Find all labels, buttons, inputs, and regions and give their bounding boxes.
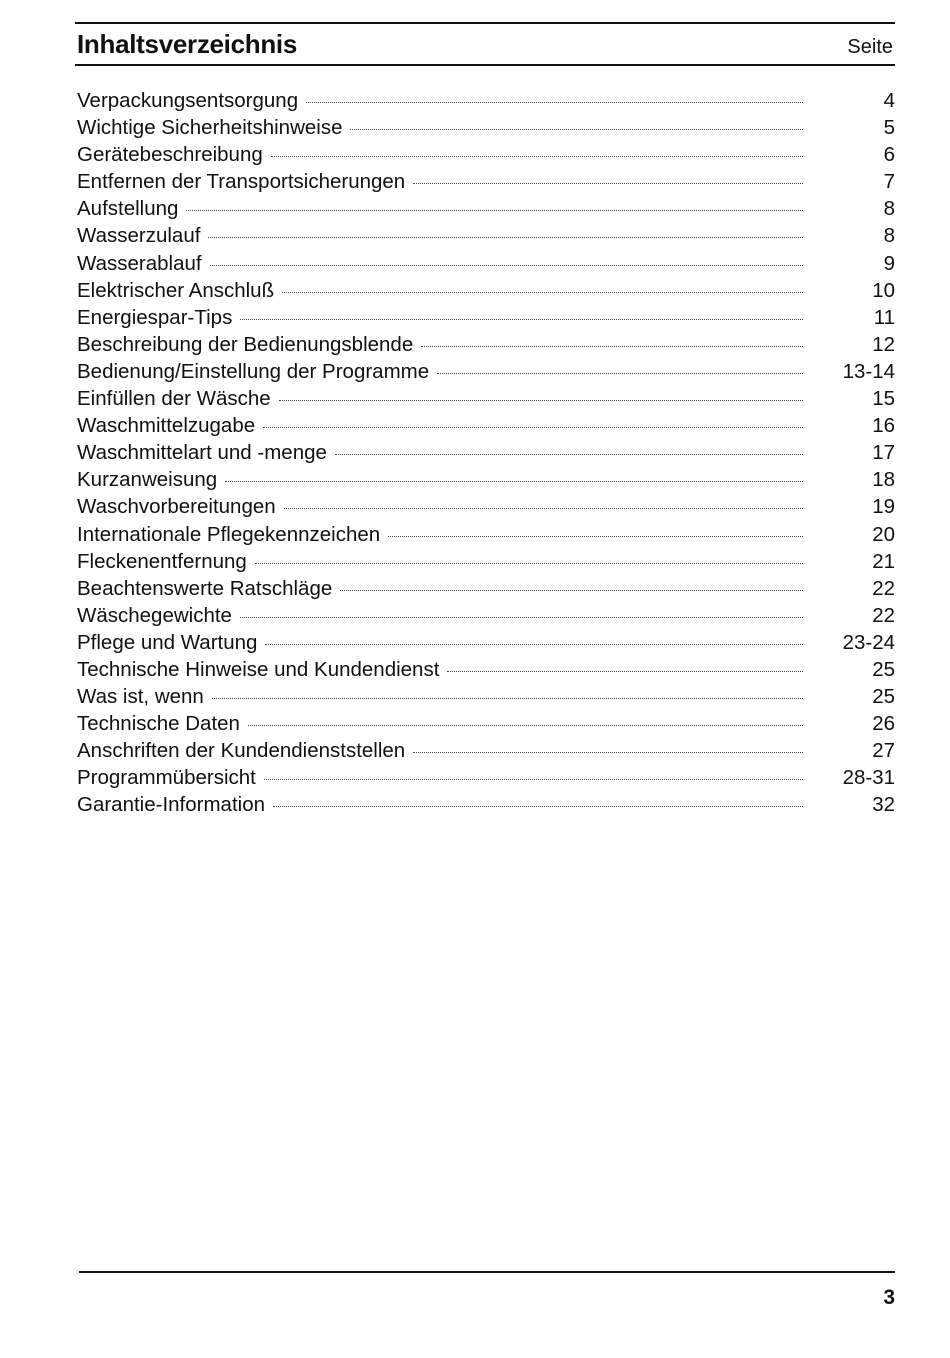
toc-entry-page: 13-14 — [842, 359, 895, 383]
toc-entry — [77, 737, 895, 764]
dot-leader — [447, 671, 803, 672]
toc-entry-page: 11 — [873, 305, 895, 329]
dot-leader — [186, 210, 803, 211]
toc-entry-page: 18 — [872, 468, 895, 492]
toc-entry — [77, 439, 895, 466]
toc-entry-page: 25 — [872, 685, 895, 709]
toc-entry-page: 17 — [872, 441, 895, 465]
toc-entry — [77, 195, 895, 222]
toc-entry-title: Was ist, wenn — [77, 685, 204, 709]
dot-leader — [273, 806, 803, 807]
toc-entry-title: Garantie-Information — [77, 793, 266, 817]
toc-entry — [77, 521, 895, 548]
dot-leader — [210, 265, 803, 266]
toc-entry — [77, 412, 895, 439]
dot-leader — [248, 725, 803, 726]
toc-entry-page: 22 — [872, 603, 895, 627]
page-column-label: Seite — [847, 36, 893, 58]
dot-leader — [255, 563, 803, 564]
toc-entry — [77, 114, 895, 141]
toc-entry — [77, 331, 895, 358]
dot-leader — [421, 346, 803, 347]
toc-entry-page: 28-31 — [842, 766, 895, 790]
toc-entry-page: 20 — [872, 522, 895, 546]
toc-entry-page: 16 — [872, 414, 895, 438]
toc-entry-title: Entfernen der Transportsicherungen — [77, 170, 406, 194]
dot-leader — [240, 319, 803, 320]
toc-entry-title: Wichtige Sicherheitshinweise — [77, 116, 343, 140]
dot-leader — [208, 237, 803, 238]
dot-leader — [212, 698, 803, 699]
toc-entry — [77, 168, 895, 195]
toc-entry-title: Anschriften der Kundendienststellen — [77, 739, 406, 763]
toc-entry-page: 5 — [883, 116, 895, 140]
toc-entry — [77, 141, 895, 168]
toc-entry — [77, 304, 895, 331]
dot-leader — [350, 129, 803, 130]
toc-entry-page: 7 — [883, 170, 895, 194]
toc-entry-page: 19 — [872, 495, 895, 519]
dot-leader — [263, 427, 803, 428]
toc-entry-page: 12 — [872, 332, 895, 356]
table-of-contents — [77, 87, 895, 819]
dot-leader — [335, 454, 803, 455]
toc-entry-title: Technische Daten — [77, 712, 240, 736]
toc-entry-title: Gerätebeschreibung — [77, 143, 263, 167]
toc-entry — [77, 575, 895, 602]
dot-leader — [413, 183, 803, 184]
toc-entry — [77, 250, 895, 277]
toc-entry — [77, 385, 895, 412]
toc-entry-title: Technische Hinweise und Kundendienst — [77, 657, 440, 681]
dot-leader — [437, 373, 803, 374]
toc-entry-title: Wasserzulauf — [77, 224, 201, 248]
dot-leader — [413, 752, 803, 753]
toc-entry-page: 22 — [872, 576, 895, 600]
dot-leader — [340, 590, 803, 591]
toc-entry-title: Wasserablauf — [77, 251, 202, 275]
toc-entry-title: Internationale Pflegekennzeichen — [77, 522, 381, 546]
toc-entry-title: Elektrischer Anschluß — [77, 278, 275, 302]
toc-entry-title: Bedienung/Einstellung der Programme — [77, 359, 430, 383]
toc-entry-page: 27 — [872, 739, 895, 763]
toc-entry — [77, 791, 895, 818]
toc-entry-title: Programmübersicht — [77, 766, 256, 790]
toc-entry-title: Waschvorbereitungen — [77, 495, 276, 519]
toc-entry-page: 25 — [872, 657, 895, 681]
toc-entry-title: Pflege und Wartung — [77, 630, 258, 654]
toc-entry-title: Verpackungsentsorgung — [77, 89, 299, 112]
dot-leader — [240, 617, 803, 618]
toc-entry-page: 8 — [883, 224, 895, 248]
toc-entry-page: 8 — [883, 197, 895, 221]
page-number: 3 — [883, 1286, 895, 1309]
dot-leader — [271, 156, 803, 157]
toc-entry-title: Wäschegewichte — [77, 603, 232, 627]
toc-entry — [77, 358, 895, 385]
dot-leader — [284, 508, 803, 509]
toc-entry-page: 15 — [872, 387, 895, 411]
toc-entry-title: Waschmittelzugabe — [77, 414, 256, 438]
toc-entry-title: Waschmittelart und -menge — [77, 441, 327, 465]
toc-entry — [77, 602, 895, 629]
toc-entry-page: 23-24 — [842, 630, 895, 654]
dot-leader — [306, 102, 803, 103]
toc-entry-page: 10 — [872, 278, 895, 302]
toc-entry-title: Beachtenswerte Ratschläge — [77, 576, 333, 600]
toc-entry — [77, 683, 895, 710]
dot-leader — [282, 292, 803, 293]
toc-entry-title: Energiespar-Tips — [77, 305, 233, 329]
page-title: Inhaltsverzeichnis — [77, 29, 298, 59]
toc-entry-title: Kurzanweisung — [77, 468, 218, 492]
toc-entry — [77, 87, 895, 114]
toc-entry-title: Einfüllen der Wäsche — [77, 387, 271, 411]
toc-entry — [77, 222, 895, 249]
toc-entry — [77, 764, 895, 791]
toc-entry — [77, 466, 895, 493]
dot-leader — [225, 481, 803, 482]
toc-entry — [77, 710, 895, 737]
dot-leader — [265, 644, 803, 645]
toc-entry — [77, 629, 895, 656]
toc-entry-page: 4 — [883, 89, 895, 112]
toc-entry — [77, 548, 895, 575]
toc-entry-page: 26 — [872, 712, 895, 736]
toc-entry-page: 6 — [883, 143, 895, 167]
dot-leader — [279, 400, 803, 401]
toc-entry-title: Aufstellung — [77, 197, 179, 221]
footer-divider — [79, 1271, 895, 1273]
dot-leader — [388, 536, 803, 537]
toc-entry — [77, 277, 895, 304]
toc-entry-page: 9 — [883, 251, 895, 275]
toc-entry — [77, 656, 895, 683]
toc-entry-page: 32 — [872, 793, 895, 817]
toc-header — [75, 22, 895, 66]
dot-leader — [264, 779, 803, 780]
toc-entry-title: Beschreibung der Bedienungsblende — [77, 332, 414, 356]
toc-entry-title: Fleckenentfernung — [77, 549, 247, 573]
toc-entry — [77, 493, 895, 520]
toc-entry-page: 21 — [872, 549, 895, 573]
